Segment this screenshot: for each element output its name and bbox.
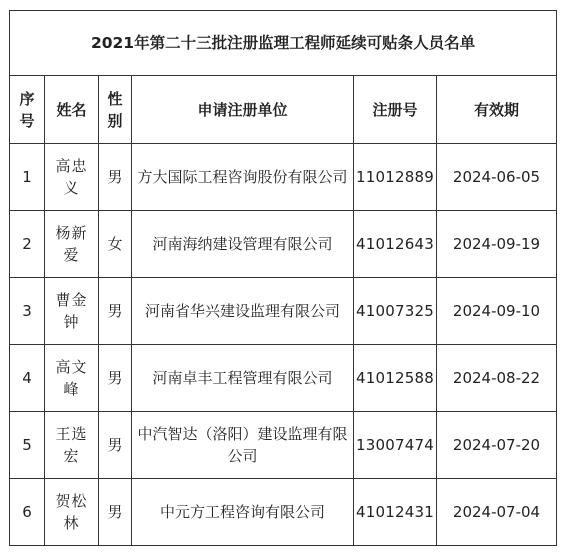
- header-gender: 性别: [99, 76, 132, 144]
- cell-unit: 河南海纳建设管理有限公司: [132, 211, 354, 278]
- cell-gender: 男: [99, 278, 132, 345]
- cell-unit: 中汽智达（洛阳）建设监理有限公司: [132, 412, 354, 479]
- title-row: [10, 11, 557, 76]
- cell-unit: 河南省华兴建设监理有限公司: [132, 278, 354, 345]
- personnel-table: [9, 10, 557, 546]
- cell-name: 曹金钟: [45, 278, 99, 345]
- cell-name: 高忠义: [45, 144, 99, 211]
- cell-reg-no: 41012643: [354, 211, 437, 278]
- table-row: [10, 412, 557, 479]
- cell-gender: 男: [99, 144, 132, 211]
- cell-valid-until: 2024-09-10: [437, 278, 557, 345]
- table-row: [10, 144, 557, 211]
- cell-name: 贺松林: [45, 479, 99, 546]
- cell-reg-no: 11012889: [354, 144, 437, 211]
- cell-gender: 男: [99, 345, 132, 412]
- table-row: [10, 345, 557, 412]
- cell-index: 3: [10, 278, 45, 345]
- cell-index: 1: [10, 144, 45, 211]
- table-title: 2021年第二十三批注册监理工程师延续可贴条人员名单: [10, 11, 557, 76]
- cell-valid-until: 2024-07-04: [437, 479, 557, 546]
- cell-valid-until: 2024-09-19: [437, 211, 557, 278]
- header-row: [10, 76, 557, 144]
- cell-unit: 河南卓丰工程管理有限公司: [132, 345, 354, 412]
- header-index: 序号: [10, 76, 45, 144]
- header-valid-until: 有效期: [437, 76, 557, 144]
- cell-index: 6: [10, 479, 45, 546]
- cell-index: 2: [10, 211, 45, 278]
- header-unit: 申请注册单位: [132, 76, 354, 144]
- cell-name: 杨新爱: [45, 211, 99, 278]
- cell-index: 5: [10, 412, 45, 479]
- header-reg-no: 注册号: [354, 76, 437, 144]
- header-name: 姓名: [45, 76, 99, 144]
- cell-reg-no: 13007474: [354, 412, 437, 479]
- cell-name: 高文峰: [45, 345, 99, 412]
- cell-gender: 男: [99, 412, 132, 479]
- table-row: [10, 278, 557, 345]
- cell-reg-no: 41007325: [354, 278, 437, 345]
- cell-valid-until: 2024-08-22: [437, 345, 557, 412]
- cell-index: 4: [10, 345, 45, 412]
- table-row: [10, 479, 557, 546]
- cell-valid-until: 2024-06-05: [437, 144, 557, 211]
- cell-name: 王选宏: [45, 412, 99, 479]
- cell-gender: 女: [99, 211, 132, 278]
- cell-reg-no: 41012431: [354, 479, 437, 546]
- cell-gender: 男: [99, 479, 132, 546]
- cell-unit: 中元方工程咨询有限公司: [132, 479, 354, 546]
- table-row: [10, 211, 557, 278]
- cell-valid-until: 2024-07-20: [437, 412, 557, 479]
- cell-unit: 方大国际工程咨询股份有限公司: [132, 144, 354, 211]
- cell-reg-no: 41012588: [354, 345, 437, 412]
